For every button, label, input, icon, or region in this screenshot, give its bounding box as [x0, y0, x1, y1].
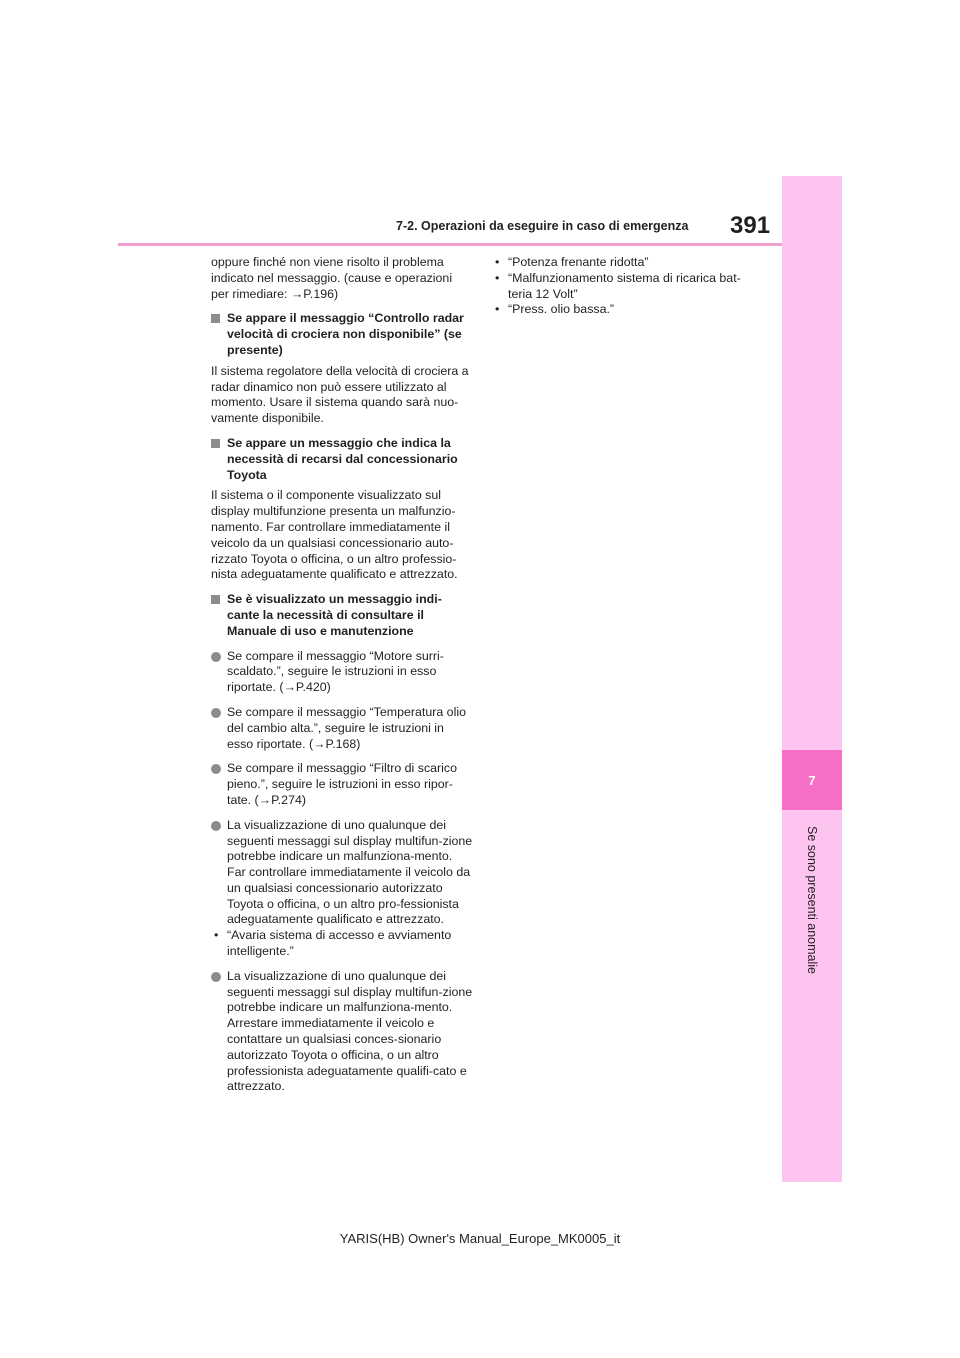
- list-item-text: Se compare il messaggio “Motore surri-scaldato.”, seguire le istruzioni in esso riportate. (→P.420): [227, 648, 444, 695]
- section-heading: [211, 311, 473, 358]
- chapter-side-tab: [782, 176, 842, 1182]
- sub-bullet-marker: •: [214, 928, 219, 943]
- section-body: Il sistema regolatore della velocità di crociera a radar dinamico non può essere utilizzato al momento. Usare il sistema quando sarà nuo-vamente disponibile.: [211, 363, 469, 426]
- list-item: [211, 705, 473, 752]
- header-rule: [118, 243, 782, 246]
- section-body: Il sistema o il componente visualizzato sul display multifunzione presenta un malfunzio-namento. Far controllare immediatamente il veicolo da un qualsiasi concessionario auto-rizzato Toyota o officina, o un altro professio-nista adeguatamente qualificato e attrezzato.: [211, 488, 458, 582]
- circle-bullet-icon: [211, 708, 221, 718]
- circle-bullet-icon: [211, 821, 221, 831]
- square-bullet-icon: [211, 595, 220, 604]
- list-item: [211, 818, 473, 929]
- sub-list-item: [492, 255, 762, 271]
- section-heading-text: Se appare il messaggio “Controllo radar velocità di crociera non disponibile” (se presente): [227, 311, 464, 357]
- section-title: 7-2. Operazioni da eseguire in caso di emergenza: [396, 219, 689, 233]
- section-heading: [211, 436, 473, 483]
- list-item: [211, 761, 473, 808]
- page-footer: YARIS(HB) Owner's Manual_Europe_MK0005_it: [339, 1231, 621, 1246]
- sub-list-item-text: “Press. olio bassa.”: [508, 302, 615, 317]
- sub-list-item-text: “Potenza frenante ridotta”: [508, 255, 649, 269]
- section-heading-text: Se è visualizzato un messaggio indi-cante la necessità di consultare il Manuale di uso e manutenzione: [227, 592, 442, 638]
- list-item: [211, 649, 473, 696]
- sub-bullet-marker: •: [495, 270, 500, 285]
- sub-bullet-marker: •: [495, 302, 500, 317]
- sub-list-item-text: “Malfunzionamento sistema di ricarica bat-teria 12 Volt”: [508, 270, 741, 301]
- list-item-text: Se compare il messaggio “Filtro di scarico pieno.”, seguire le istruzioni in esso ripor-tate. (→P.274): [227, 761, 457, 807]
- right-column: [492, 255, 762, 318]
- section-heading: [211, 592, 473, 639]
- left-column: [211, 255, 473, 1104]
- sub-list-item-text: “Avaria sistema di accesso e avviamento intelligente.”: [227, 928, 452, 959]
- list-item: [211, 969, 473, 1095]
- sub-bullet-marker: •: [495, 255, 500, 269]
- list-item-text: La visualizzazione di uno qualunque dei seguenti messaggi sul display multifun-zione potrebbe indicare un malfunziona-mento. Arrestare immediatamente il veicolo e contattare un qualsiasi conces-sionario autorizzato Toyota o officina, o un altro professionista adeguatamente qualifi-cato e attrezzato.: [227, 968, 473, 1094]
- circle-bullet-icon: [211, 764, 221, 774]
- chapter-title-vertical: Se sono presenti anomalie: [805, 825, 819, 975]
- sub-list-item: [492, 271, 762, 303]
- sub-list-item: [492, 302, 762, 318]
- chapter-number-badge: 7: [782, 750, 842, 810]
- square-bullet-icon: [211, 314, 220, 323]
- circle-bullet-icon: [211, 972, 221, 982]
- circle-bullet-icon: [211, 652, 221, 662]
- sub-list-item: [211, 928, 473, 960]
- square-bullet-icon: [211, 439, 220, 448]
- intro-paragraph: oppure finché non viene risolto il problema indicato nel messaggio. (cause e operazioni per rimediare: →P.196): [211, 255, 453, 301]
- list-item-text: Se compare il messaggio “Temperatura olio del cambio alta.”, seguire le istruzioni in esso riportate. (→P.168): [227, 704, 466, 751]
- page-number: 391: [730, 212, 771, 239]
- section-heading-text: Se appare un messaggio che indica la necessità di recarsi dal concessionario Toyota: [227, 435, 458, 482]
- list-item-text: La visualizzazione di uno qualunque dei seguenti messaggi sul display multifun-zione potrebbe indicare un malfunziona-mento. Far controllare immediatamente il veicolo da un qualsiasi concessionario autorizzato Toyota o officina, o un altro pro-fessionista adeguatamente qualificato e attrezzato.: [227, 817, 473, 927]
